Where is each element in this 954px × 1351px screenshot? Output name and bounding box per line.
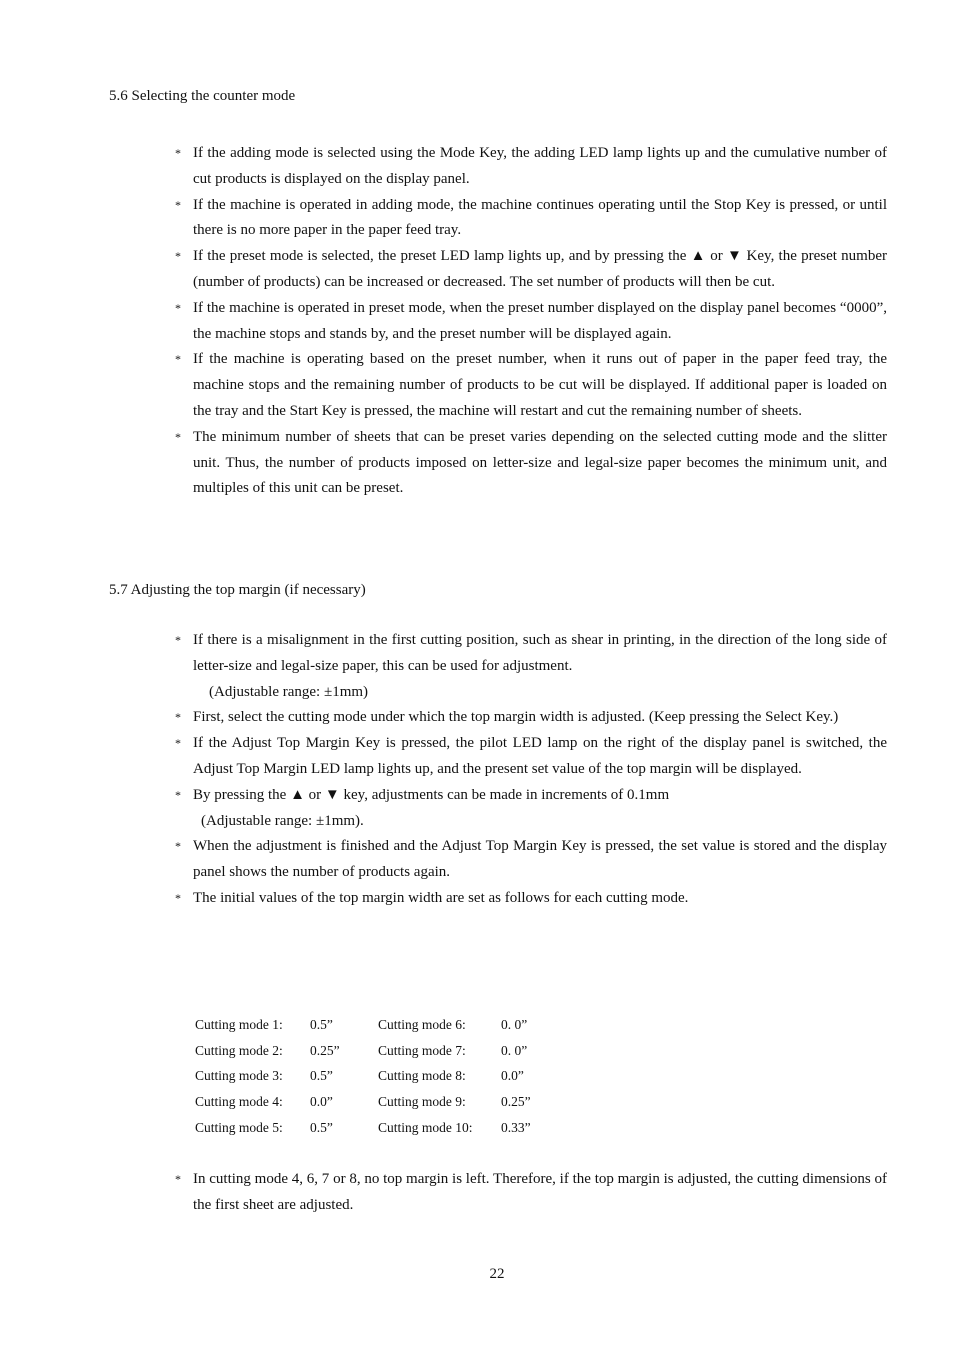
- top-margin-value: 0.5”: [310, 1068, 333, 1084]
- bullet-star-icon: *: [175, 429, 181, 444]
- top-margin-value: 0. 0”: [501, 1016, 528, 1032]
- bullet-star-icon: *: [175, 300, 181, 315]
- bullet-star-icon: *: [175, 352, 181, 367]
- top-margin-value: 0.5”: [310, 1120, 333, 1136]
- bullet-text: If the machine is operated in adding mode, the machine continues operating until the Stop Key is pressed, or until there is no more paper in the paper feed tray.: [193, 196, 887, 239]
- bullet-star-icon: *: [175, 839, 181, 854]
- table-row: [195, 1064, 551, 1090]
- page-number: 22: [489, 1266, 505, 1282]
- bullet-text: The initial values of the top margin width are set as follows for each cutting mode.: [193, 889, 689, 906]
- bullet-text: If the Adjust Top Margin Key is pressed, the pilot LED lamp on the right of the display panel is switched, the Adjust Top Margin LED lamp lights up, and the present set value of the top margin will be displayed.: [193, 735, 887, 777]
- cutting-mode-label: Cutting mode 9:: [378, 1094, 466, 1110]
- bullet-star-icon: *: [175, 249, 181, 264]
- list-item: [175, 783, 887, 835]
- top-margin-value: 0.0”: [501, 1068, 524, 1084]
- top-margin-value: 0.33”: [501, 1120, 531, 1136]
- bullet-text: If the adding mode is selected using the Mode Key, the adding LED lamp lights up and the cumulative number of cut products is displayed on the display panel.: [193, 145, 887, 187]
- cutting-mode-label: Cutting mode 8:: [378, 1068, 466, 1084]
- table-row: [195, 1012, 551, 1038]
- bullet-text: By pressing the ▲ or ▼ key, adjustments can be made in increments of 0.1mm: [193, 786, 670, 803]
- bullet-star-icon: *: [175, 736, 181, 751]
- cutting-mode-label: Cutting mode 10:: [378, 1120, 473, 1136]
- table-row: [195, 1089, 551, 1115]
- bullet-text: In cutting mode 4, 6, 7 or 8, no top margin is left. Therefore, if the top margin is adjusted, the cutting dimensions of the first sheet are adjusted.: [193, 1171, 887, 1213]
- top-margin-value: 0.25”: [310, 1042, 340, 1058]
- table-row: [195, 1115, 551, 1141]
- list-item: [175, 886, 887, 912]
- bullet-star-icon: *: [175, 1172, 181, 1186]
- top-margin-note-list: [175, 1167, 887, 1219]
- cutting-mode-label: Cutting mode 4:: [195, 1094, 283, 1110]
- list-item: [175, 141, 887, 193]
- list-item: [175, 347, 887, 424]
- cutting-mode-label: Cutting mode 5:: [195, 1120, 283, 1136]
- bullet-star-icon: *: [175, 146, 181, 160]
- bullet-star-icon: *: [175, 710, 181, 725]
- bullet-text: If the machine is operating based on the preset number, when it runs out of paper in the paper feed tray, the machine stops and the remaining number of products to be cut will be displayed. If additional paper is loaded on the tray and the Start Key is pressed, the machine will restart and cut the remaining number of sheets.: [193, 351, 887, 419]
- list-item: [175, 296, 887, 348]
- bullet-star-icon: *: [175, 633, 181, 647]
- bullet-text: If there is a misalignment in the first cutting position, such as shear in printing, in the direction of the long side of letter-size and legal-size paper, this can be used for adjustment.: [193, 632, 887, 674]
- section-heading-5-6: 5.6 Selecting the counter mode: [109, 88, 296, 104]
- adjustable-range-note: (Adjustable range: ±1mm): [209, 683, 369, 700]
- top-margin-bullet-list: [175, 628, 887, 912]
- bullet-text: The minimum number of sheets that can be preset varies depending on the selected cutting mode and the slitter unit. Thus, the number of products imposed on letter-size and legal-size paper becomes the minimum unit, and multiples of this unit can be preset.: [193, 428, 887, 497]
- list-item: [175, 244, 887, 296]
- adjustable-range-note: (Adjustable range: ±1mm).: [201, 812, 364, 829]
- list-item: [175, 193, 887, 245]
- list-item: [175, 834, 887, 886]
- cutting-mode-label: Cutting mode 1:: [195, 1016, 283, 1032]
- top-margin-value: 0.5”: [310, 1016, 333, 1032]
- cutting-mode-label: Cutting mode 6:: [378, 1016, 466, 1032]
- bullet-text: First, select the cutting mode under which the top margin width is adjusted. (Keep pressing the Select Key.): [193, 709, 839, 726]
- bullet-star-icon: *: [175, 787, 181, 802]
- cutting-mode-label: Cutting mode 2:: [195, 1042, 283, 1058]
- top-margin-value: 0.25”: [501, 1094, 531, 1110]
- bullet-text: If the machine is operated in preset mode, when the preset number displayed on the display panel becomes “0000”, the machine stops and stands by, and the preset number will be displayed again.: [193, 299, 887, 342]
- cutting-mode-label: Cutting mode 7:: [378, 1042, 466, 1058]
- counter-mode-bullet-list: [175, 141, 887, 502]
- list-item: [175, 705, 887, 731]
- bullet-star-icon: *: [175, 197, 181, 212]
- list-item: [175, 1167, 887, 1219]
- list-item: [175, 731, 887, 783]
- top-margin-value: 0.0”: [310, 1094, 333, 1110]
- top-margin-value: 0. 0”: [501, 1042, 528, 1058]
- bullet-text: When the adjustment is finished and the Adjust Top Margin Key is pressed, the set value is stored and the display panel shows the number of products again.: [193, 838, 887, 881]
- top-margin-initial-values-table: [195, 1012, 551, 1141]
- bullet-text: If the preset mode is selected, the preset LED lamp lights up, and by pressing the ▲ or ▼ Key, the preset number (number of products) can be increased or decreased. The set number of products will then be cut.: [193, 248, 887, 290]
- cutting-mode-label: Cutting mode 3:: [195, 1068, 283, 1084]
- bullet-star-icon: *: [175, 890, 181, 905]
- table-row: [195, 1038, 551, 1064]
- list-item: [175, 628, 887, 705]
- section-heading-5-7: 5.7 Adjusting the top margin (if necessary): [109, 582, 366, 598]
- list-item: [175, 425, 887, 502]
